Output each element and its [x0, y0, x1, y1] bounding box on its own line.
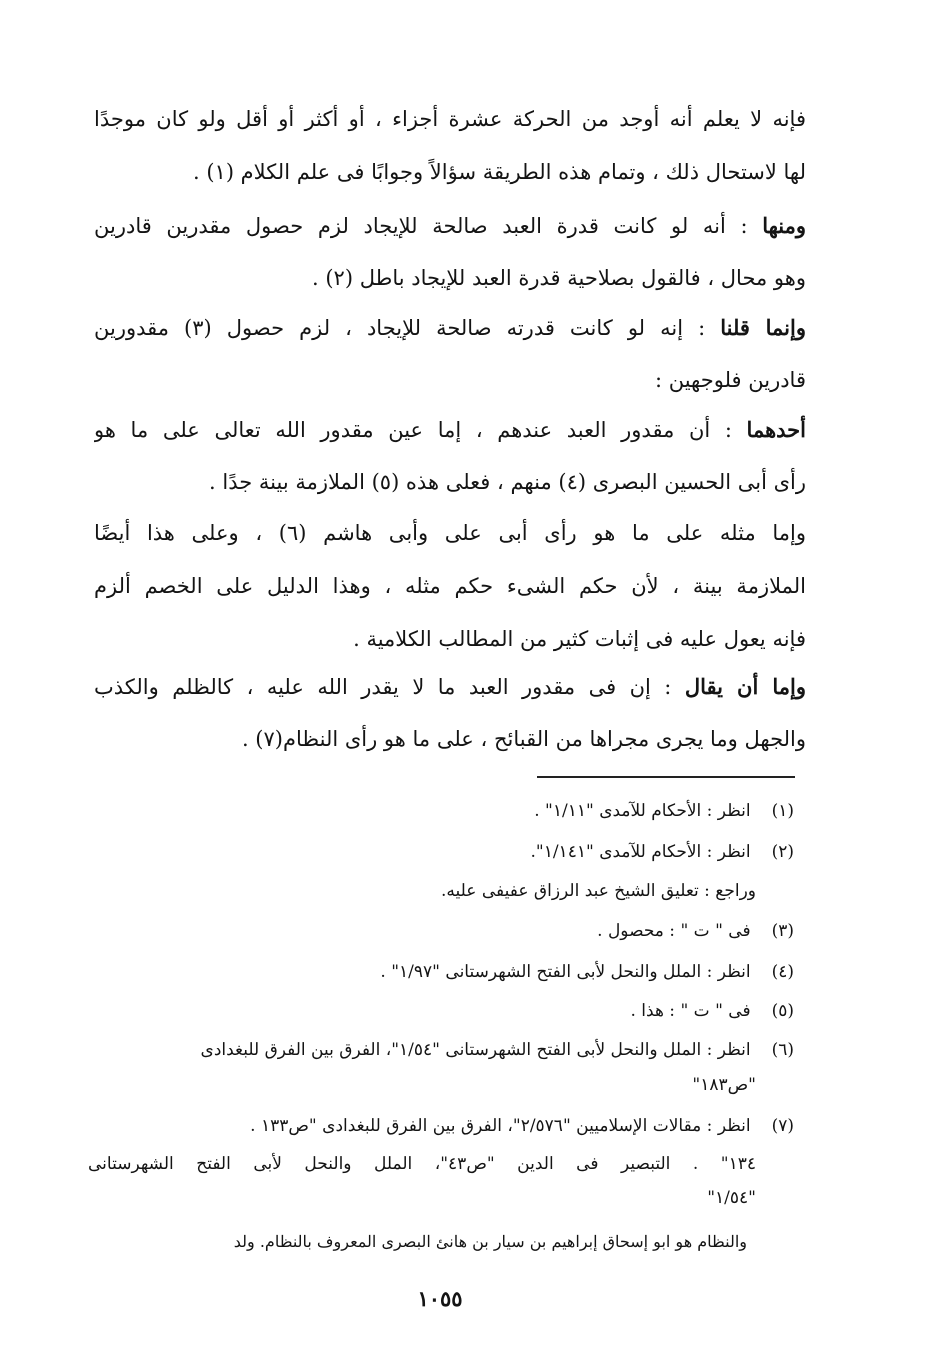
footnote-5	[88, 996, 794, 1026]
footnote-4	[88, 957, 794, 987]
footnote-text: انظر : الملل والنحل لأبى الفتح الشهرستانى "١/٩٧" .	[380, 962, 751, 982]
paragraph-lead-word: وإما أن يقال	[684, 674, 806, 699]
paragraph-4	[94, 403, 806, 509]
footnote-continuation: "١/٥٤"	[707, 1188, 756, 1208]
text-line: وإنما قلنا : إنه لو كانت قدرته صالحة للإيجاد ، لزم حصول (٣) مقدورين	[94, 315, 806, 340]
paragraph-1	[94, 93, 806, 199]
paragraph-3	[94, 301, 806, 407]
footnote-continuation: ١٣٤" . التبصير فى الدين "ص٤٣"، الملل والنحل لأبى الفتح الشهرستانى	[88, 1154, 756, 1174]
footnote-text: انظر : الملل والنحل لأبى الفتح الشهرستانى "١/٥٤"، الفرق بين الفرق للبغدادى	[200, 1040, 751, 1060]
footnote-2	[88, 837, 794, 906]
footnote-number: (٥)	[771, 1001, 794, 1021]
footnote-7	[88, 1111, 794, 1213]
text-line: فإنه يعول عليه فى إثبات كثير من المطالب الكلامية .	[353, 627, 806, 651]
footnote-text: فى " ت " : محصول .	[597, 921, 751, 941]
paragraph-2	[94, 199, 806, 305]
paragraph-lead-word: وإنما قلنا	[720, 315, 806, 340]
page-number: ١٠٥٥	[417, 1286, 463, 1311]
text-line: أحدهما : أن مقدور العبد عندهم ، إما عين مقدور الله تعالى على ما هو	[94, 417, 806, 442]
footnote-continuation: وراجع : تعليق الشيخ عبد الرزاق عفيفى عليه.	[441, 881, 756, 901]
footnote-6	[88, 1035, 794, 1100]
paragraph-lead-word: أحدهما	[746, 417, 806, 442]
text-line: لها لاستحال ذلك ، وتمام هذه الطريقة سؤالاً وجوابًا فى علم الكلام (١) .	[192, 160, 806, 184]
footnote-bottom-note: والنظام هو ابو إسحاق إبراهيم بن سيار بن هانئ البصرى المعروف بالنظام. ولد	[233, 1232, 747, 1251]
footnote-number: (٧)	[771, 1116, 794, 1136]
footnote-continuation: "ص١٨٣"	[692, 1075, 756, 1095]
footnote-number: (٢)	[771, 842, 794, 862]
footnote-text: فى " ت " : هذا .	[630, 1001, 751, 1021]
footnote-1	[88, 796, 794, 826]
text-line: قادرين فلوجهين :	[654, 368, 806, 392]
text-line: رأى أبى الحسين البصرى (٤) منهم ، فعلى هذه (٥) الملازمة بينة جدًا .	[209, 470, 806, 494]
text-line: ومنها : أنه لو كانت قدرة العبد صالحة للإيجاد لزم حصول مقدرين قادرين	[94, 213, 806, 238]
footnote-3	[88, 916, 794, 946]
paragraph-5	[94, 507, 806, 666]
footnote-number: (٣)	[771, 921, 794, 941]
footnote-number: (٤)	[771, 962, 794, 982]
text-line: وهو محال ، فالقول بصلاحية قدرة العبد للإيجاد باطل (٢) .	[312, 266, 806, 290]
footnote-text: انظر : الأحكام للآمدى "١/١١" .	[534, 801, 751, 821]
text-line: فإنه لا يعلم أنه أوجد من الحركة عشرة أجزاء ، أو أكثر أو أقل ولو كان موجدًا	[94, 107, 806, 131]
footnote-number: (١)	[771, 801, 794, 821]
paragraph-lead-word: ومنها	[762, 213, 806, 238]
text-line: الملازمة بينة ، لأن حكم الشىء حكم مثله ، وهذا الدليل على الخصم ألزم	[94, 574, 806, 598]
text-line: والجهل وما يجرى مجراها من القبائح ، على ما هو رأى النظام(٧) .	[241, 727, 806, 751]
text-line: وإما مثله على ما هو رأى أبى على وأبى هاشم (٦) ، وعلى هذا أيضًا	[94, 521, 806, 545]
text-line: وإما أن يقال : إن فى مقدور العبد ما لا يقدر الله عليه ، كالظلم والكذب	[94, 674, 806, 699]
paragraph-6	[94, 660, 806, 766]
footnote-text: انظر : مقالات الإسلاميين "٢/٥٧٦"، الفرق بين الفرق للبغدادى "ص١٣٣ .	[250, 1116, 751, 1136]
footnote-separator	[537, 776, 795, 778]
footnote-number: (٦)	[771, 1040, 794, 1060]
footnote-text: انظر : الأحكام للآمدى "١/١٤١".	[530, 842, 751, 862]
